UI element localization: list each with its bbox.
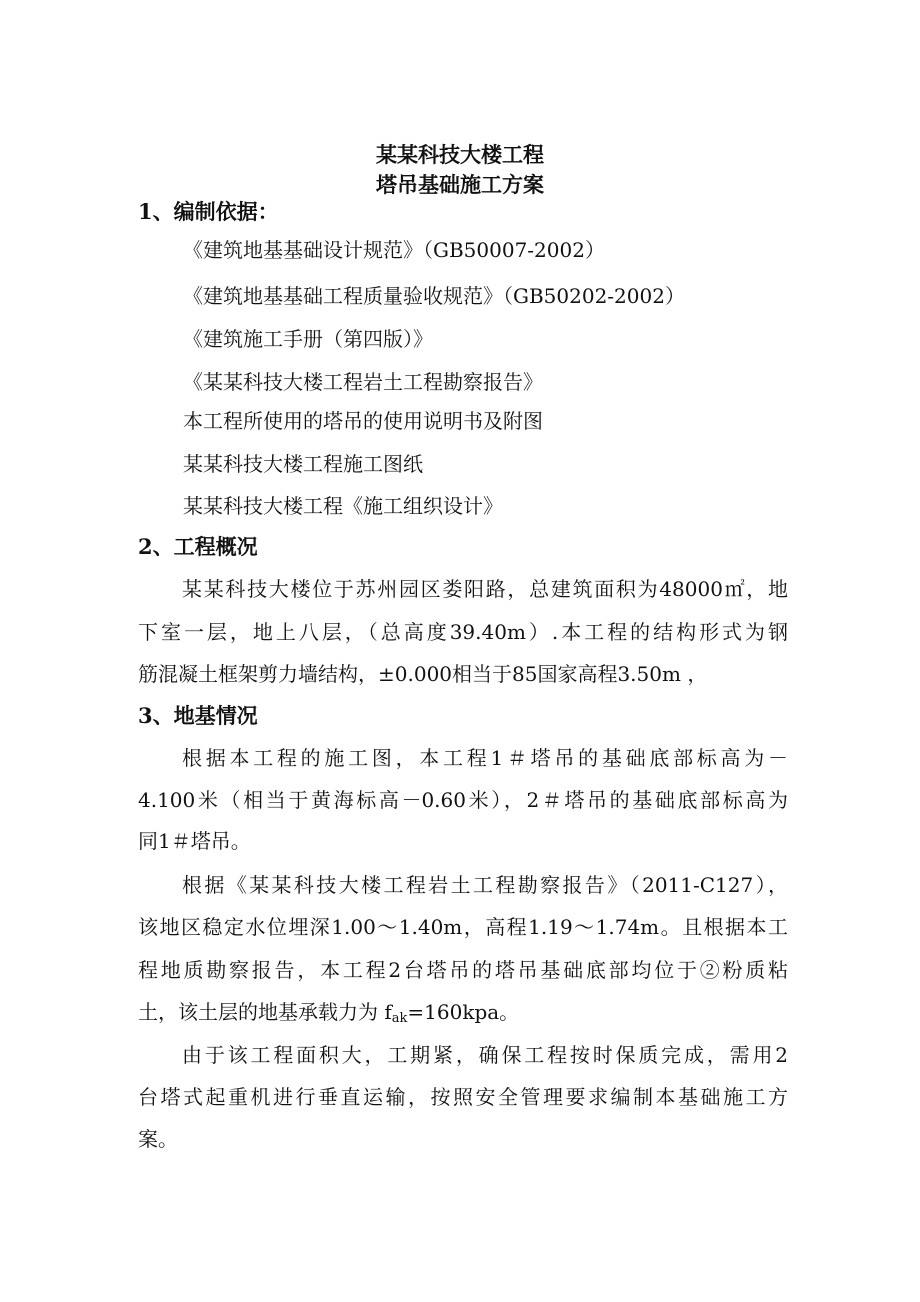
paragraph-line: 4.100米（相当于黄海标高－0.60米），2＃塔吊的基础底部标高为 [138,788,788,812]
paragraph-line: 程地质勘察报告，本工程2台塔吊的塔吊基础底部均位于②粉质粘 [138,958,788,982]
paragraph-line: 台塔式起重机进行垂直运输，按照安全管理要求编制本基础施工方 [138,1085,788,1109]
paragraph-line: 根据本工程的施工图，本工程1＃塔吊的基础底部标高为－ [182,746,788,770]
section-heading-foundation: 3、地基情况 [138,703,258,728]
paragraph-line: 案。 [138,1127,178,1151]
paragraph-line: 由于该工程面积大，工期紧，确保工程按时保质完成，需用2 [182,1043,788,1067]
paragraph-line: 同1＃塔吊。 [138,829,251,853]
reference-item: 《建筑地基基础设计规范》（GB50007-2002） [183,238,605,262]
document-title-line-1: 某某科技大楼工程 [376,142,544,167]
paragraph-line-bearing-capacity [138,998,788,1033]
section-heading-basis: 1、编制依据： [138,199,279,224]
reference-item: 《建筑施工手册（第四版）》 [183,327,433,351]
bearing-capacity-subscript: ak [391,1011,408,1026]
section-heading-overview: 2、工程概况 [138,534,258,559]
bearing-capacity-value: =160kpa。 [407,1000,520,1024]
paragraph-line: 根据《某某科技大楼工程岩土工程勘察报告》（2011-C127）， [182,873,788,897]
document-title-line-2: 塔吊基础施工方案 [376,172,544,197]
reference-item: 《建筑地基基础工程质量验收规范》（GB50202-2002） [183,284,685,308]
paragraph-line: 该地区稳定水位埋深1.00～1.40m，高程1.19～1.74m。且根据本工 [138,915,788,939]
paragraph-line: 某某科技大楼位于苏州园区娄阳路，总建筑面积为48000㎡，地 [182,577,788,601]
reference-item: 《某某科技大楼工程岩土工程勘察报告》 [183,370,543,394]
bearing-capacity-text: 土，该土层的地基承载力为 f [138,1000,392,1024]
paragraph-line: 下室一层，地上八层，（总高度39.40m）.本工程的结构形式为钢 [138,620,788,644]
paragraph-line: 筋混凝土框架剪力墙结构，±0.000相当于85国家高程3.50m ， [138,662,708,686]
reference-item: 某某科技大楼工程施工图纸 [183,452,423,476]
reference-item: 本工程所使用的塔吊的使用说明书及附图 [183,409,543,433]
reference-item: 某某科技大楼工程《施工组织设计》 [183,494,503,518]
